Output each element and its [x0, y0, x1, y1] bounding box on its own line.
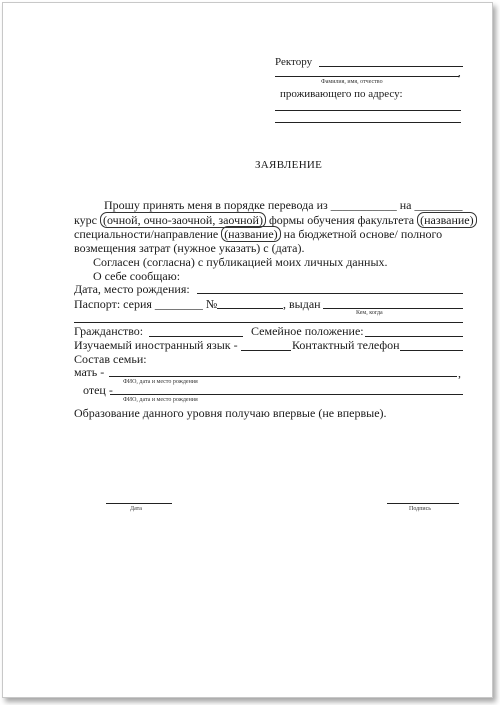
study-form-text: формы обучения факультета: [268, 213, 415, 227]
father-caption: ФИО, дата и место рождения: [123, 397, 198, 403]
mother-comma: ,: [458, 366, 461, 380]
citizenship-line: [149, 336, 243, 337]
address-label: проживающего по адресу:: [280, 88, 403, 100]
address-line-2: [275, 122, 461, 123]
specialty-label: специальности/направление: [74, 227, 219, 241]
phone-label: Контактный телефон: [292, 338, 400, 352]
citizenship-label: Гражданство:: [74, 324, 144, 338]
language-line: [241, 350, 291, 351]
date-line: [106, 503, 172, 504]
passport-issued-label: , выдан: [283, 297, 321, 311]
consent-line: Согласен (согласна) с публикацией моих личных данных.: [93, 255, 388, 269]
father-label: отец -: [83, 383, 113, 397]
body-line-2: [74, 213, 477, 227]
marital-line: [365, 336, 463, 337]
phone-line: [400, 350, 463, 351]
study-form-options: (очной, очно-заочной, заочной): [100, 212, 266, 228]
body-line-3: [74, 227, 442, 241]
document-page: [2, 2, 493, 698]
funding-text: на бюджетной основе/ полного: [283, 227, 443, 241]
passport-number-line: [217, 308, 283, 309]
about-label: О себе сообщаю:: [93, 269, 181, 283]
faculty-name-placeholder: (название): [417, 212, 476, 228]
birth-label: Дата, место рождения:: [74, 282, 190, 296]
signature-line: [387, 503, 459, 504]
body-line-4: возмещения затрат (нужное указать) с (дата).: [74, 241, 305, 255]
signature-caption: Подпись: [409, 506, 432, 512]
header-comma: ,: [458, 67, 461, 79]
family-label: Состав семьи:: [74, 352, 147, 366]
rector-label: Ректору: [275, 56, 313, 68]
passport-series-label: Паспорт: серия ________ №: [74, 297, 218, 311]
address-line-1: [275, 110, 461, 111]
specialty-name-placeholder: (название): [221, 226, 280, 242]
passport-extra-line: [74, 322, 463, 323]
fio-line: [275, 76, 459, 77]
marital-label: Семейное положение:: [251, 324, 364, 338]
course-label: курс: [74, 213, 97, 227]
passport-issued-line: [323, 308, 463, 309]
document-title: ЗАЯВЛЕНИЕ: [255, 159, 323, 171]
rector-name-line: [319, 66, 463, 67]
fio-caption: Фамилия, имя, отчество: [321, 79, 383, 85]
education-line: Образование данного уровня получаю впервые (не впервые).: [74, 406, 387, 420]
issued-caption: Кем, когда: [356, 310, 383, 316]
language-label: Изучаемый иностранный язык -: [74, 338, 238, 352]
birth-line: [197, 293, 463, 294]
mother-label: мать -: [74, 365, 105, 379]
mother-line: [109, 376, 457, 377]
father-line: [110, 394, 463, 395]
date-caption: Дата: [130, 506, 142, 512]
mother-caption: ФИО, дата и место рождения: [123, 379, 198, 385]
body-line-1: Прошу принять меня в порядке перевода из ___________ на ________: [104, 198, 463, 212]
